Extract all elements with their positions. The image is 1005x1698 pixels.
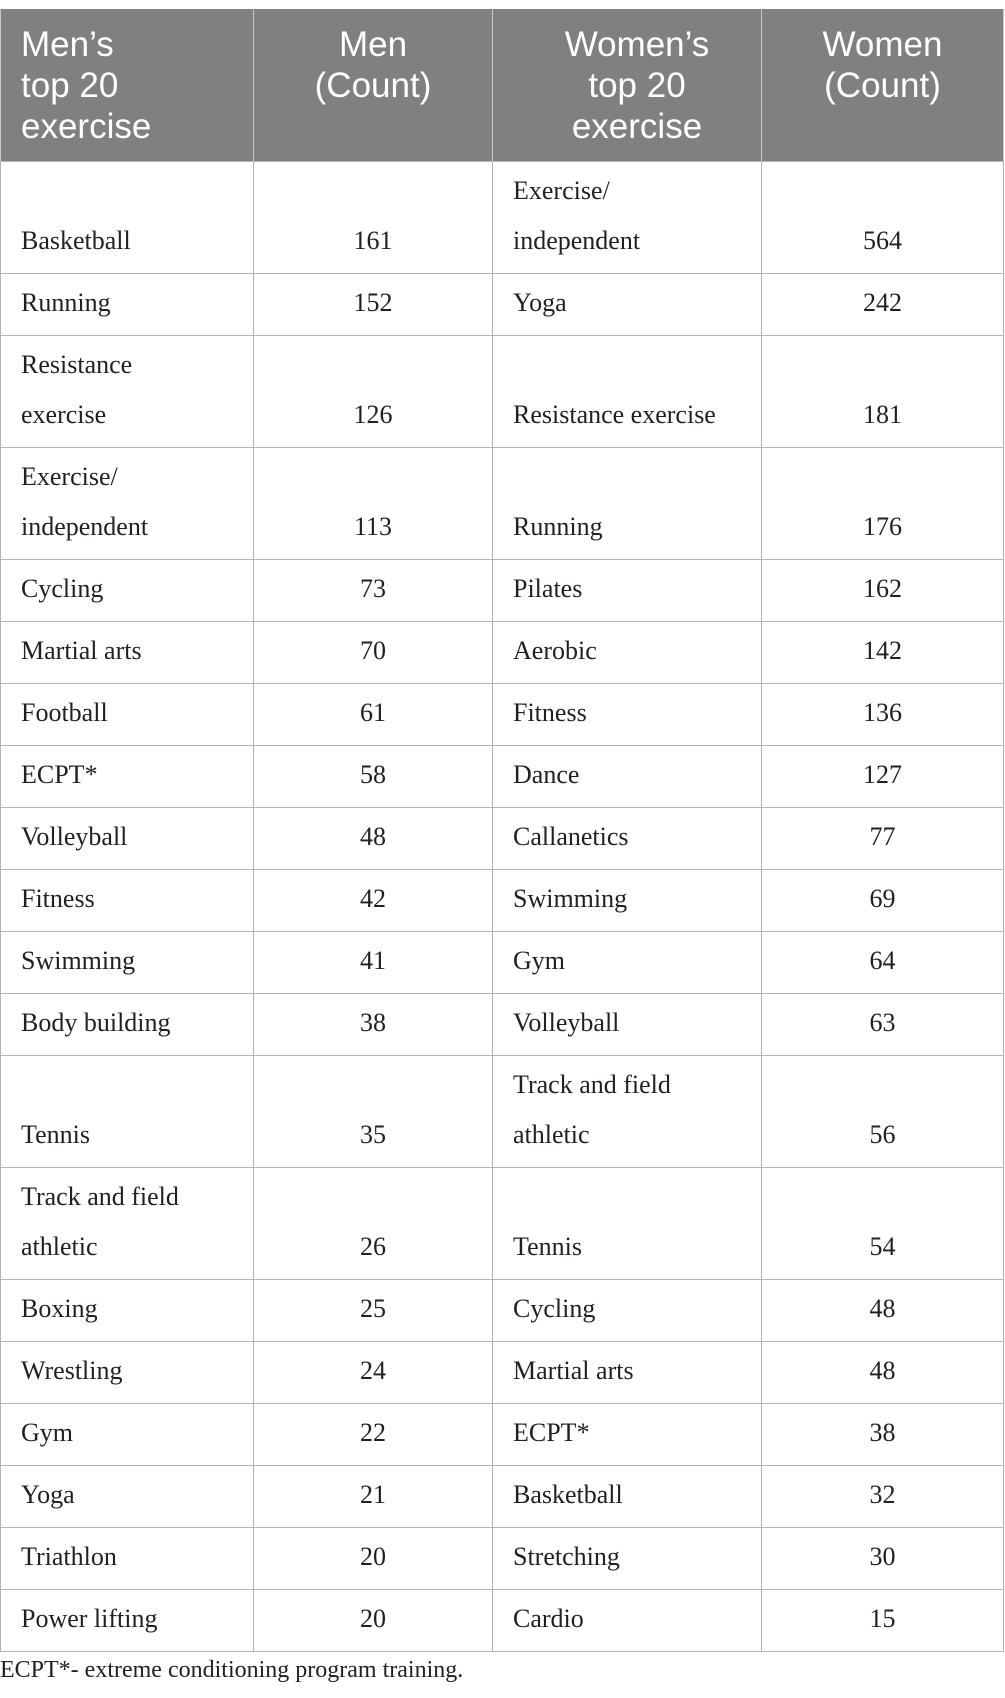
- women-count-cell: 564: [762, 161, 1004, 273]
- header-women-exercise: Women’s top 20 exercise: [493, 9, 762, 161]
- women-exercise-cell: Callanetics: [493, 807, 762, 869]
- women-exercise-cell: Yoga: [493, 273, 762, 335]
- women-exercise-cell: Gym: [493, 931, 762, 993]
- women-count-cell: 69: [762, 869, 1004, 931]
- women-exercise-cell: Volleyball: [493, 993, 762, 1055]
- women-count-cell: 63: [762, 993, 1004, 1055]
- men-exercise-cell: Running: [1, 273, 254, 335]
- men-count-cell: 35: [254, 1055, 493, 1167]
- men-count-cell: 61: [254, 683, 493, 745]
- women-exercise-cell: Dance: [493, 745, 762, 807]
- men-count-cell: 20: [254, 1527, 493, 1589]
- men-count-cell: 42: [254, 869, 493, 931]
- exercise-table: [0, 9, 1004, 1652]
- men-count-cell: 152: [254, 273, 493, 335]
- table-row: [1, 1055, 1004, 1167]
- women-exercise-cell: Martial arts: [493, 1341, 762, 1403]
- men-count-cell: 161: [254, 161, 493, 273]
- table-row: [1, 1403, 1004, 1465]
- women-exercise-cell: Pilates: [493, 559, 762, 621]
- men-exercise-cell: Resistance exercise: [1, 335, 254, 447]
- men-exercise-cell: Yoga: [1, 1465, 254, 1527]
- men-count-cell: 41: [254, 931, 493, 993]
- table-row: [1, 161, 1004, 273]
- table-row: [1, 745, 1004, 807]
- table-row: [1, 931, 1004, 993]
- men-count-cell: 24: [254, 1341, 493, 1403]
- table-body: [1, 161, 1004, 1651]
- women-exercise-cell: Fitness: [493, 683, 762, 745]
- women-exercise-cell: Stretching: [493, 1527, 762, 1589]
- women-exercise-cell: Resistance exercise: [493, 335, 762, 447]
- table-row: [1, 1527, 1004, 1589]
- men-exercise-cell: Cycling: [1, 559, 254, 621]
- table-row: [1, 807, 1004, 869]
- women-count-cell: 48: [762, 1341, 1004, 1403]
- women-exercise-cell: Running: [493, 447, 762, 559]
- header-men-exercise: Men’s top 20 exercise: [1, 9, 254, 161]
- table-row: [1, 621, 1004, 683]
- men-exercise-cell: Power lifting: [1, 1589, 254, 1651]
- women-count-cell: 181: [762, 335, 1004, 447]
- women-count-cell: 54: [762, 1167, 1004, 1279]
- men-count-cell: 26: [254, 1167, 493, 1279]
- men-exercise-cell: Swimming: [1, 931, 254, 993]
- table-row: [1, 447, 1004, 559]
- women-count-cell: 136: [762, 683, 1004, 745]
- men-exercise-cell: Track and field athletic: [1, 1167, 254, 1279]
- women-count-cell: 162: [762, 559, 1004, 621]
- header-women-count: Women (Count): [762, 9, 1004, 161]
- men-exercise-cell: Triathlon: [1, 1527, 254, 1589]
- women-count-cell: 56: [762, 1055, 1004, 1167]
- women-exercise-cell: Cycling: [493, 1279, 762, 1341]
- women-count-cell: 48: [762, 1279, 1004, 1341]
- men-exercise-cell: Fitness: [1, 869, 254, 931]
- men-count-cell: 126: [254, 335, 493, 447]
- women-exercise-cell: Track and field athletic: [493, 1055, 762, 1167]
- women-count-cell: 176: [762, 447, 1004, 559]
- men-exercise-cell: Body building: [1, 993, 254, 1055]
- table-row: [1, 1589, 1004, 1651]
- table-row: [1, 1167, 1004, 1279]
- table-row: [1, 683, 1004, 745]
- women-exercise-cell: Cardio: [493, 1589, 762, 1651]
- men-exercise-cell: Boxing: [1, 1279, 254, 1341]
- women-exercise-cell: Basketball: [493, 1465, 762, 1527]
- header-row: [1, 9, 1004, 161]
- men-exercise-cell: Gym: [1, 1403, 254, 1465]
- women-exercise-cell: ECPT*: [493, 1403, 762, 1465]
- women-count-cell: 242: [762, 273, 1004, 335]
- men-count-cell: 22: [254, 1403, 493, 1465]
- table-row: [1, 993, 1004, 1055]
- women-exercise-cell: Swimming: [493, 869, 762, 931]
- men-count-cell: 113: [254, 447, 493, 559]
- men-count-cell: 58: [254, 745, 493, 807]
- men-exercise-cell: Wrestling: [1, 1341, 254, 1403]
- header-men-count: Men (Count): [254, 9, 493, 161]
- table-row: [1, 1279, 1004, 1341]
- table-row: [1, 1341, 1004, 1403]
- table-header: [1, 9, 1004, 161]
- women-count-cell: 30: [762, 1527, 1004, 1589]
- table-row: [1, 869, 1004, 931]
- men-exercise-cell: Volleyball: [1, 807, 254, 869]
- women-count-cell: 142: [762, 621, 1004, 683]
- women-count-cell: 15: [762, 1589, 1004, 1651]
- men-exercise-cell: Exercise/ independent: [1, 447, 254, 559]
- men-count-cell: 20: [254, 1589, 493, 1651]
- men-exercise-cell: Tennis: [1, 1055, 254, 1167]
- footnote: ECPT*- extreme conditioning program training.: [0, 1657, 464, 1683]
- women-exercise-cell: Tennis: [493, 1167, 762, 1279]
- men-count-cell: 73: [254, 559, 493, 621]
- table-row: [1, 335, 1004, 447]
- men-count-cell: 48: [254, 807, 493, 869]
- women-count-cell: 32: [762, 1465, 1004, 1527]
- women-exercise-cell: Exercise/ independent: [493, 161, 762, 273]
- men-count-cell: 25: [254, 1279, 493, 1341]
- women-exercise-cell: Aerobic: [493, 621, 762, 683]
- table-row: [1, 1465, 1004, 1527]
- men-count-cell: 21: [254, 1465, 493, 1527]
- men-exercise-cell: Martial arts: [1, 621, 254, 683]
- men-exercise-cell: Basketball: [1, 161, 254, 273]
- women-count-cell: 64: [762, 931, 1004, 993]
- men-exercise-cell: ECPT*: [1, 745, 254, 807]
- women-count-cell: 38: [762, 1403, 1004, 1465]
- table-row: [1, 559, 1004, 621]
- men-count-cell: 38: [254, 993, 493, 1055]
- table-row: [1, 273, 1004, 335]
- men-exercise-cell: Football: [1, 683, 254, 745]
- women-count-cell: 77: [762, 807, 1004, 869]
- men-count-cell: 70: [254, 621, 493, 683]
- women-count-cell: 127: [762, 745, 1004, 807]
